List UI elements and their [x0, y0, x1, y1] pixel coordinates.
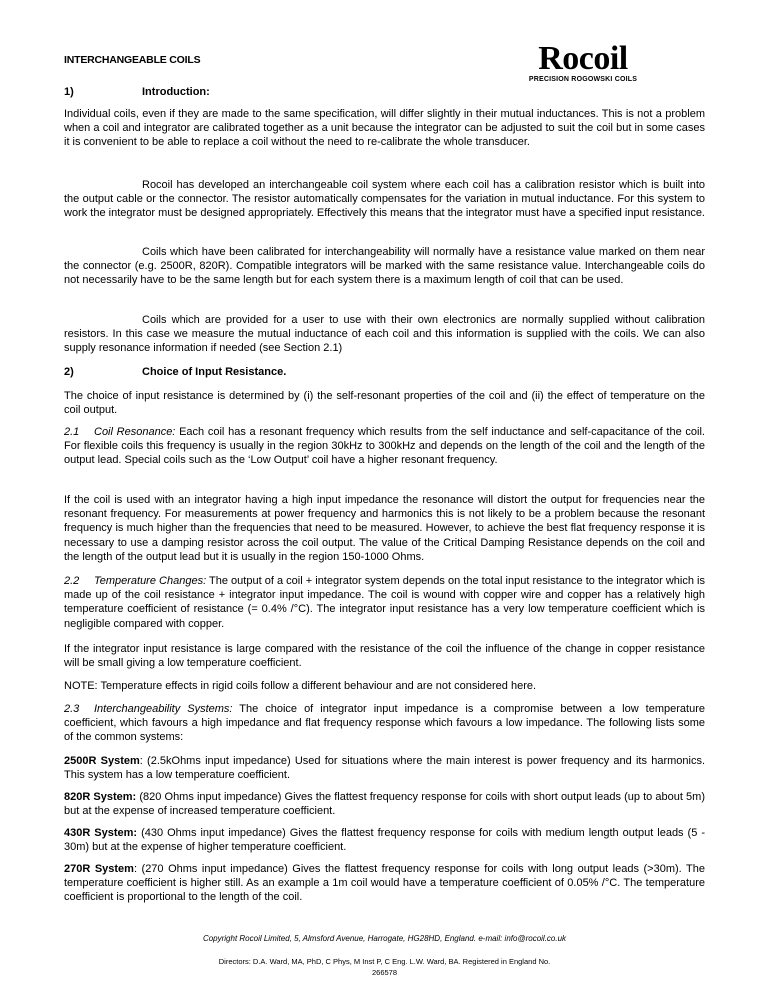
subsection-text: The choice of integrator input impedance is a compromise between a low temperature coefficient, which favours a high impedance and flat frequency response which favours a low impedance. The following lists some of the common systems:	[64, 703, 705, 744]
system-name: 270R System	[64, 863, 134, 875]
system-item-270r	[64, 862, 705, 905]
subsection-title: Coil Resonance:	[94, 426, 176, 438]
system-description: (430 Ohms input impedance) Gives the flattest frequency response for coils with medium length output leads (5 - 30m) but at the expense of higher temperature coefficient.	[64, 827, 706, 854]
subsection-title: Interchangeability Systems:	[94, 703, 233, 715]
system-description: : (2.5kOhms input impedance) Used for situations where the main interest is power frequency and its harmonics. This system has a low temperature coefficient.	[64, 755, 706, 782]
subsection-2-1	[64, 425, 705, 468]
intro-paragraph-3: Coils which have been calibrated for interchangeability will normally have a resistance value marked on them near the connector (e.g. 2500R, 820R). Compatible integrators will be marked with the same resistance value. Interchangeable coils do not necessarily have to be the same length but for each system there is a maximum length of coil that can be used.	[64, 246, 705, 287]
intro-paragraph-4: Coils which are provided for a user to use with their own electronics are normally supplied without calibration resistors. In this case we measure the mutual inductance of each coil and this information is supplied with the coils. We can also supply resonance information if needed (see Section 2.1)	[64, 314, 705, 355]
subsection-text: The output of a coil + integrator system depends on the total input resistance to the integrator which is made up of the coil resistance + integrator input impedance. The coil is wound with copper wire and copper has a relatively high temperature coefficient of resistance (= 0.4% /°C). The integrator input resistance has a very low temperature coefficient which is negligible compared with copper.	[64, 575, 706, 630]
system-name: 2500R System	[64, 755, 140, 767]
subsection-number: 2.2	[64, 575, 80, 587]
system-item-430r	[64, 826, 705, 854]
section-number: 2)	[64, 366, 74, 378]
system-description: (820 Ohms input impedance) Gives the flattest frequency response for coils with short output leads (up to about 5m) but at the expense of increased temperature coefficient.	[64, 791, 706, 818]
subsection-title: Temperature Changes:	[94, 575, 207, 587]
section-title: Choice of Input Resistance.	[142, 366, 287, 378]
section-2-intro: The choice of input resistance is determined by (i) the self-resonant properties of the coil and (ii) the effect of temperature on the coil output.	[64, 390, 705, 417]
subsection-number: 2.1	[64, 426, 80, 438]
footer-copyright: Copyright Rocoil Limited, 5, Almsford Avenue, Harrogate, HG28HD, England. e-mail: info@rocoil.co.uk	[202, 934, 567, 943]
footer-directors	[64, 956, 705, 978]
resonance-paragraph-2: If the coil is used with an integrator having a high input impedance the resonance will distort the output for frequencies near the resonant frequency. For measurements at power frequency and harmonics this is not likely to be a problem because the resonant frequency is much higher than the frequencies that need to be measured. However, to achieve the best flat frequency response it is necessary to use a damping resistor across the coil output. The value of the Critical Damping Resistance depends on the coil and the length of the output lead but it is usually in the region 150-1000 Ohms.	[64, 494, 705, 563]
temperature-paragraph-2: If the integrator input resistance is large compared with the resistance of the coil the influence of the change in copper resistance will be small giving a low temperature coefficient.	[64, 643, 705, 670]
subsection-2-3	[64, 702, 705, 745]
section-number: 1)	[64, 86, 74, 98]
section-2-heading	[64, 366, 286, 378]
logo-tagline: PRECISION ROGOWSKI COILS	[528, 76, 638, 83]
logo-wordmark: Rocoil	[538, 40, 628, 77]
intro-paragraph-1: Individual coils, even if they are made to the same specification, will differ slightly in their mutual inductances. This is not a problem when a coil and integrator are calibrated together as a unit because the integrator can be adjusted to suit the coil but in some cases it is convenient to be able to replace a coil without the need to re-calibrate the whole transducer.	[64, 108, 705, 149]
subsection-number: 2.3	[64, 703, 80, 715]
section-1-heading	[64, 86, 210, 98]
footer-directors-line: Directors: D.A. Ward, MA, PhD, C Phys, M Inst P, C Eng. L.W. Ward, BA. Registered in England No.	[218, 957, 551, 966]
footer-registration-number: 266578	[371, 968, 398, 977]
intro-paragraph-2: Rocoil has developed an interchangeable coil system where each coil has a calibration resistor which is built into the output cable or the connector. The resistor automatically compensates for the variation in mutual inductance. For this system to work the integrator must be designed appropriately. Effectively this means that the integrator must have a specified input resistance.	[64, 179, 705, 220]
subsection-2-2	[64, 574, 705, 631]
section-title: Introduction:	[142, 86, 210, 98]
subsection-text: Each coil has a resonant frequency which results from the self inductance and self-capacitance of the coil. For flexible coils this frequency is usually in the region 30kHz to 300kHz and depends on the length of the coil and the length of the output lead. Special coils such as the ‘Low Output’ coil have a higher resonant frequency.	[64, 426, 705, 467]
system-item-2500r	[64, 754, 705, 782]
company-logo	[519, 40, 647, 83]
system-item-820r	[64, 790, 705, 818]
system-name: 430R System:	[64, 827, 138, 839]
document-header-title: INTERCHANGEABLE COILS	[64, 54, 201, 66]
system-name: 820R System:	[64, 791, 137, 803]
system-description: : (270 Ohms input impedance) Gives the flattest frequency response for coils with long output leads (>30m). The temperature coefficient is higher still. As an example a 1m coil would have a temperature coefficient of 0.05% /°C. The temperature coefficient is proportional to the length of the coil.	[64, 863, 705, 904]
note-paragraph: NOTE: Temperature effects in rigid coils follow a different behaviour and are not considered here.	[64, 680, 537, 692]
